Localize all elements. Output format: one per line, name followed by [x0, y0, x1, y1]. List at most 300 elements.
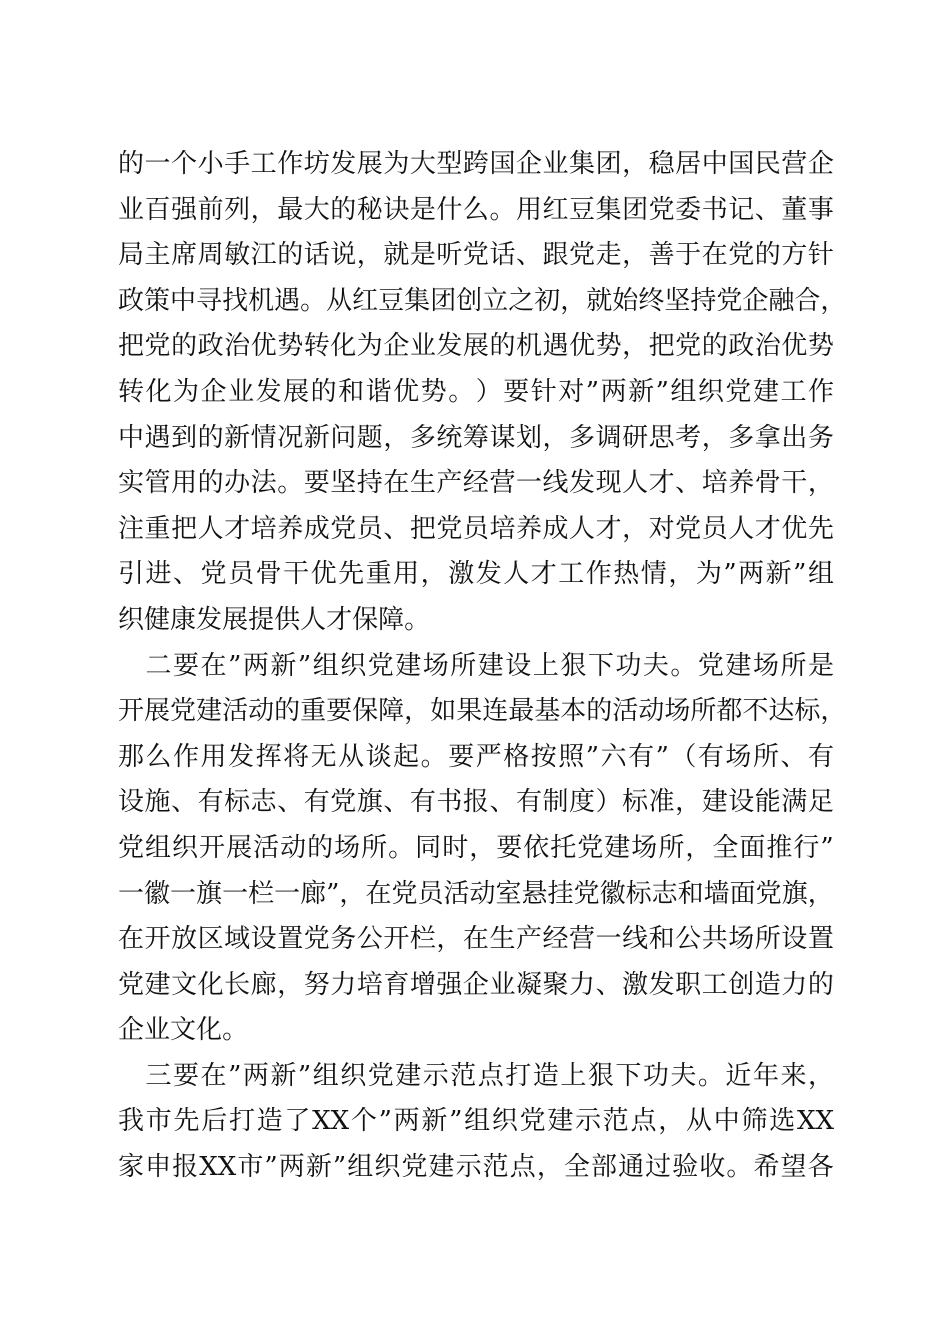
text-glyph: 保 — [352, 604, 379, 635]
text-glyph: 都 — [716, 696, 743, 727]
text-glyph: 民 — [754, 149, 781, 179]
text-glyph: 团 — [622, 194, 649, 225]
text-glyph: 通 — [618, 1152, 645, 1183]
text-glyph: 新 — [224, 422, 251, 453]
text-glyph: 党 — [401, 1152, 428, 1183]
text-glyph: ， — [560, 285, 587, 316]
text-glyph: 培 — [356, 969, 383, 1000]
text-glyph: ” — [326, 878, 340, 909]
text-glyph: 两 — [278, 1152, 305, 1183]
text-glyph: 、 — [754, 194, 781, 225]
text-glyph: 是 — [409, 194, 436, 225]
text-glyph: 筹 — [462, 422, 489, 453]
text-glyph: 、 — [780, 741, 807, 772]
text-line — [118, 507, 834, 553]
text-glyph: 说 — [330, 240, 357, 271]
text-glyph: 多 — [409, 422, 436, 453]
text-glyph: 严 — [475, 741, 502, 772]
text-glyph: 力 — [781, 969, 808, 1000]
text-glyph: 全 — [563, 1152, 590, 1183]
text-glyph: 业 — [489, 969, 516, 1000]
text-glyph: 就 — [586, 285, 613, 316]
text-line — [118, 142, 834, 188]
text-glyph: 养 — [728, 468, 755, 499]
text-glyph: 就 — [383, 240, 410, 271]
text-glyph: 有 — [628, 741, 655, 772]
text-glyph: 找 — [222, 285, 249, 316]
text-glyph: 组 — [807, 559, 834, 590]
text-glyph: 合 — [794, 285, 821, 316]
text-glyph: 工 — [250, 149, 277, 179]
text-glyph: 我 — [118, 1106, 145, 1137]
text-glyph: 在 — [383, 468, 410, 499]
text-glyph: ， — [668, 559, 695, 590]
text-glyph: 建 — [144, 969, 171, 1000]
text-glyph: 党 — [391, 878, 418, 909]
text-glyph: 持 — [690, 285, 717, 316]
text-glyph: ” — [264, 1152, 278, 1183]
text-glyph: 听 — [436, 240, 463, 271]
text-glyph: 、 — [383, 513, 410, 544]
text-glyph: 在 — [701, 240, 728, 271]
text-glyph: 。 — [420, 741, 447, 772]
text-glyph: 果 — [456, 696, 483, 727]
text-line — [118, 826, 834, 872]
text-glyph: 健 — [144, 604, 171, 635]
text-glyph: 织 — [118, 604, 145, 635]
text-glyph: 活 — [253, 832, 280, 863]
text-glyph: 全 — [712, 832, 739, 863]
text-glyph: ） — [595, 787, 622, 818]
text-glyph: 展 — [144, 696, 171, 727]
text-glyph: 连 — [482, 696, 509, 727]
text-glyph: 上 — [532, 650, 559, 681]
text-glyph: 满 — [781, 787, 808, 818]
text-glyph: 拿 — [754, 422, 781, 453]
text-glyph: 活 — [222, 696, 249, 727]
text-glyph: 培 — [489, 513, 516, 544]
text-glyph: 在 — [200, 1060, 227, 1091]
text-glyph: 示 — [575, 1106, 602, 1137]
text-glyph: 的 — [307, 832, 334, 863]
text-glyph: 将 — [283, 741, 310, 772]
text-glyph: 努 — [303, 969, 330, 1000]
text-glyph: ” — [585, 741, 600, 772]
text-glyph: 要 — [496, 832, 523, 863]
text-glyph: ， — [436, 924, 463, 955]
text-glyph: 所 — [658, 832, 685, 863]
text-glyph: 业 — [144, 1015, 171, 1046]
text-glyph: 的 — [197, 468, 224, 499]
text-glyph: 人 — [300, 604, 327, 635]
text-glyph: 员 — [356, 513, 383, 544]
text-glyph: 线 — [622, 924, 649, 955]
text-glyph: 立 — [482, 285, 509, 316]
text-glyph: 、 — [595, 969, 622, 1000]
text-glyph: 本 — [560, 696, 587, 727]
text-glyph: 有 — [807, 741, 834, 772]
text-glyph: 优 — [250, 331, 277, 362]
text-glyph: ” — [332, 1152, 347, 1183]
text-glyph: 把 — [409, 513, 436, 544]
text-glyph: 发 — [196, 604, 223, 635]
text-glyph: 调 — [595, 422, 622, 453]
text-glyph: 、 — [515, 240, 542, 271]
text-glyph: 法 — [250, 468, 277, 499]
text-glyph: 党 — [573, 878, 600, 909]
text-glyph: 的 — [118, 149, 145, 179]
text-glyph: 政 — [197, 331, 224, 362]
text-glyph: 委 — [675, 194, 702, 225]
text-glyph: 党 — [648, 194, 675, 225]
text-glyph: 、 — [383, 787, 410, 818]
text-glyph: 展 — [226, 832, 253, 863]
text-glyph: 优 — [393, 376, 420, 407]
text-glyph: 、 — [489, 787, 516, 818]
text-glyph: 长 — [224, 969, 251, 1000]
text-glyph: ， — [807, 468, 834, 499]
text-glyph: 制 — [542, 787, 569, 818]
text-glyph: 居 — [675, 149, 702, 179]
text-glyph: 力 — [330, 969, 357, 1000]
text-glyph: ” — [585, 376, 600, 407]
text-glyph: 从 — [338, 741, 365, 772]
text-glyph: 志 — [651, 878, 678, 909]
text-glyph: 优 — [781, 513, 808, 544]
text-glyph: 开 — [144, 924, 171, 955]
text-glyph: 不 — [742, 696, 769, 727]
text-glyph: 动 — [280, 832, 307, 863]
text-glyph: 。 — [726, 1152, 753, 1183]
text-glyph: 策 — [144, 285, 171, 316]
text-glyph: 对 — [558, 376, 585, 407]
text-glyph: 在 — [365, 878, 392, 909]
text-glyph: 作 — [807, 376, 834, 407]
text-glyph: 所 — [780, 650, 807, 681]
text-glyph: 能 — [754, 787, 781, 818]
text-glyph: 一 — [595, 924, 622, 955]
text-glyph: 活 — [612, 696, 639, 727]
text-glyph: 经 — [462, 468, 489, 499]
text-glyph: 造 — [256, 1106, 283, 1137]
text-glyph: 推 — [766, 832, 793, 863]
text-glyph: 建 — [604, 832, 631, 863]
text-glyph: 注 — [118, 513, 145, 544]
text-glyph: 人 — [569, 513, 596, 544]
text-glyph: 所 — [690, 696, 717, 727]
text-glyph: 开 — [118, 696, 145, 727]
text-glyph: 的 — [489, 331, 516, 362]
text-glyph: 在 — [118, 924, 145, 955]
text-glyph: 一 — [170, 878, 197, 909]
text-glyph: 廊 — [300, 878, 327, 909]
text-glyph: 把 — [171, 513, 198, 544]
text-glyph: 设 — [118, 787, 145, 818]
text-glyph: 的 — [171, 331, 198, 362]
text-glyph: 。 — [404, 604, 431, 635]
text-glyph: 下 — [615, 1060, 642, 1091]
text-glyph: ” — [297, 1060, 312, 1091]
text-glyph: 激 — [622, 969, 649, 1000]
text-glyph: 开 — [383, 924, 410, 955]
text-glyph: 文 — [170, 1015, 197, 1046]
text-glyph: 优 — [569, 331, 596, 362]
text-glyph: 养 — [277, 513, 304, 544]
text-glyph: 标 — [622, 787, 649, 818]
text-glyph: 发 — [436, 331, 463, 362]
text-glyph: 周 — [197, 240, 224, 271]
text-glyph: 造 — [532, 1060, 559, 1091]
text-glyph: ， — [469, 832, 496, 863]
text-glyph: 党 — [716, 285, 743, 316]
text-glyph: 优 — [781, 331, 808, 362]
text-glyph: 的 — [807, 969, 834, 1000]
text-glyph: 实 — [118, 468, 145, 499]
text-glyph: ， — [622, 149, 649, 179]
text-line — [118, 1145, 834, 1191]
text-glyph: 针 — [807, 240, 834, 271]
text-glyph: 人 — [197, 513, 224, 544]
text-glyph: 作 — [173, 741, 200, 772]
text-glyph: 产 — [436, 468, 463, 499]
text-glyph: 场 — [631, 832, 658, 863]
text-glyph: 织 — [172, 832, 199, 863]
text-glyph: 业 — [118, 194, 145, 225]
text-glyph: 成 — [542, 513, 569, 544]
text-glyph: ， — [536, 1152, 563, 1183]
text-glyph: 研 — [622, 422, 649, 453]
text-glyph: 市 — [145, 1106, 172, 1137]
text-glyph: 的 — [310, 376, 337, 407]
text-glyph: 办 — [224, 468, 251, 499]
text-line — [118, 188, 834, 234]
text-glyph: 旗 — [196, 878, 223, 909]
text-glyph: ， — [622, 240, 649, 271]
text-glyph: 用 — [393, 559, 420, 590]
text-glyph: 的 — [197, 422, 224, 453]
text-glyph: 动 — [469, 878, 496, 909]
text-glyph: 发 — [255, 376, 282, 407]
text-glyph: 党 — [675, 331, 702, 362]
text-glyph: 组 — [145, 832, 172, 863]
text-glyph: 。 — [277, 468, 304, 499]
text-glyph: 情 — [250, 422, 277, 453]
text-glyph: 示 — [422, 1060, 449, 1091]
text-glyph: 发 — [648, 969, 675, 1000]
text-glyph: ” — [655, 376, 669, 407]
text-glyph: 织 — [340, 650, 367, 681]
text-glyph: 要 — [448, 741, 475, 772]
text-glyph: 企 — [515, 149, 542, 179]
text-glyph: 康 — [170, 604, 197, 635]
text-glyph: 打 — [228, 1106, 255, 1137]
text-glyph: 工 — [701, 969, 728, 1000]
text-glyph: ， — [277, 969, 304, 1000]
text-glyph: 一 — [222, 878, 249, 909]
text-glyph: 党 — [577, 832, 604, 863]
text-glyph: 廊 — [250, 969, 277, 1000]
text-glyph: 和 — [648, 924, 675, 955]
text-glyph: 是 — [409, 240, 436, 271]
text-glyph: 同 — [415, 832, 442, 863]
text-glyph: 有 — [409, 787, 436, 818]
text-glyph: 现 — [595, 468, 622, 499]
text-glyph: 个 — [350, 1106, 377, 1137]
text-glyph: 墙 — [703, 878, 730, 909]
text-glyph: ） — [475, 376, 502, 407]
text-glyph: 政 — [118, 285, 145, 316]
text-glyph: 了 — [284, 1106, 311, 1137]
text-glyph: 有 — [303, 787, 330, 818]
text-glyph — [118, 1054, 144, 1100]
text-glyph: 企 — [742, 285, 769, 316]
text-glyph: 才 — [648, 468, 675, 499]
text-glyph: 列 — [224, 194, 251, 225]
text-glyph: 如 — [430, 696, 457, 727]
text-glyph: 的 — [754, 240, 781, 271]
text-glyph: 党 — [330, 513, 357, 544]
text-glyph: 持 — [356, 468, 383, 499]
text-glyph: 企 — [807, 149, 834, 179]
text-glyph: 治 — [754, 331, 781, 362]
text-glyph: 企 — [200, 376, 227, 407]
text-glyph: 公 — [675, 924, 702, 955]
text-glyph: XX — [312, 1106, 350, 1137]
text-glyph: 置 — [277, 924, 304, 955]
text-glyph: 达 — [768, 696, 795, 727]
text-glyph: 董 — [781, 194, 808, 225]
text-line — [118, 735, 834, 781]
text-glyph: ” — [820, 832, 834, 863]
text-glyph: 政 — [728, 331, 755, 362]
text-glyph: 要 — [173, 1060, 200, 1091]
text-glyph: 夫 — [642, 650, 669, 681]
text-glyph: 展 — [222, 604, 249, 635]
text-glyph: XX — [796, 1106, 834, 1137]
text-glyph: 筛 — [741, 1106, 768, 1137]
text-glyph: 、 — [277, 787, 304, 818]
text-glyph: 共 — [701, 924, 728, 955]
text-glyph: 事 — [807, 194, 834, 225]
text-glyph: 型 — [436, 149, 463, 179]
text-glyph: 热 — [613, 559, 640, 590]
text-glyph: 希 — [753, 1152, 780, 1183]
text-glyph: 两 — [393, 1106, 420, 1137]
text-glyph: 务 — [807, 422, 834, 453]
text-glyph: 重 — [144, 513, 171, 544]
text-glyph: 建 — [547, 1106, 574, 1137]
text-glyph: 引 — [118, 559, 145, 590]
text-glyph: 织 — [340, 1060, 367, 1091]
text-glyph: 化 — [196, 1015, 223, 1046]
text-glyph: 从 — [686, 1106, 713, 1137]
text-glyph: 场 — [664, 696, 691, 727]
text-glyph: 打 — [505, 1060, 532, 1091]
text-glyph: 和 — [338, 376, 365, 407]
text-glyph: 把 — [648, 331, 675, 362]
text-glyph: 点 — [630, 1106, 657, 1137]
text-glyph: 才 — [754, 513, 781, 544]
text-glyph: 才 — [595, 513, 622, 544]
text-glyph: 中 — [170, 285, 197, 316]
text-glyph: 从 — [326, 285, 353, 316]
text-line — [118, 872, 834, 918]
text-glyph: 员 — [417, 878, 444, 909]
text-glyph: 势 — [420, 376, 447, 407]
text-glyph: 收 — [699, 1152, 726, 1183]
text-glyph: 党 — [303, 924, 330, 955]
text-glyph: 所 — [450, 650, 477, 681]
text-glyph: 场 — [752, 650, 779, 681]
text-glyph: 所 — [752, 741, 779, 772]
text-glyph: 党 — [170, 696, 197, 727]
text-glyph: 才 — [326, 604, 353, 635]
text-glyph: 建 — [428, 1152, 455, 1183]
text-glyph: 是 — [807, 650, 834, 681]
text-glyph: 、 — [171, 787, 198, 818]
text-glyph: 发 — [228, 741, 255, 772]
text-glyph: 遇 — [542, 331, 569, 362]
text-glyph: 有 — [197, 787, 224, 818]
text-glyph: 要 — [303, 468, 330, 499]
text-glyph: 展 — [356, 149, 383, 179]
text-glyph: 谋 — [489, 422, 516, 453]
text-glyph: 旗 — [356, 787, 383, 818]
text-glyph: ， — [622, 513, 649, 544]
text-glyph: 生 — [409, 468, 436, 499]
text-glyph: ， — [339, 878, 366, 909]
text-glyph: 时 — [442, 832, 469, 863]
text-glyph: 营 — [781, 149, 808, 179]
text-glyph: ， — [675, 787, 702, 818]
text-glyph: 动 — [638, 696, 665, 727]
text-glyph: 创 — [728, 969, 755, 1000]
text-glyph: 势 — [807, 331, 834, 362]
text-glyph: 下 — [587, 650, 614, 681]
text-glyph: 题 — [356, 422, 383, 453]
text-glyph: ” — [449, 1106, 463, 1137]
text-glyph: 场 — [422, 650, 449, 681]
text-glyph: 人 — [503, 559, 530, 590]
text-glyph: 场 — [728, 924, 755, 955]
text-glyph: 党 — [675, 513, 702, 544]
text-glyph: 发 — [330, 149, 357, 179]
text-glyph: 员 — [228, 559, 255, 590]
text-glyph: 书 — [701, 194, 728, 225]
text-glyph: 场 — [725, 741, 752, 772]
text-glyph: 望 — [780, 1152, 807, 1183]
text-glyph: ， — [820, 285, 847, 316]
text-glyph: ， — [685, 832, 712, 863]
text-glyph: 供 — [274, 604, 301, 635]
text-glyph: 照 — [558, 741, 585, 772]
text-line — [118, 461, 834, 507]
text-glyph: 把 — [118, 331, 145, 362]
text-glyph: 转 — [118, 376, 145, 407]
text-glyph: 发 — [569, 468, 596, 499]
text-glyph: 融 — [768, 285, 795, 316]
text-glyph: 有 — [697, 741, 724, 772]
text-glyph: 凝 — [515, 969, 542, 1000]
text-glyph: 发 — [475, 559, 502, 590]
text-glyph: 机 — [515, 331, 542, 362]
text-glyph: 用 — [200, 741, 227, 772]
text-glyph: 上 — [560, 1060, 587, 1091]
text-glyph: 干 — [781, 468, 808, 499]
text-glyph: 足 — [807, 787, 834, 818]
text-glyph: 设 — [781, 924, 808, 955]
text-glyph: 基 — [534, 696, 561, 727]
